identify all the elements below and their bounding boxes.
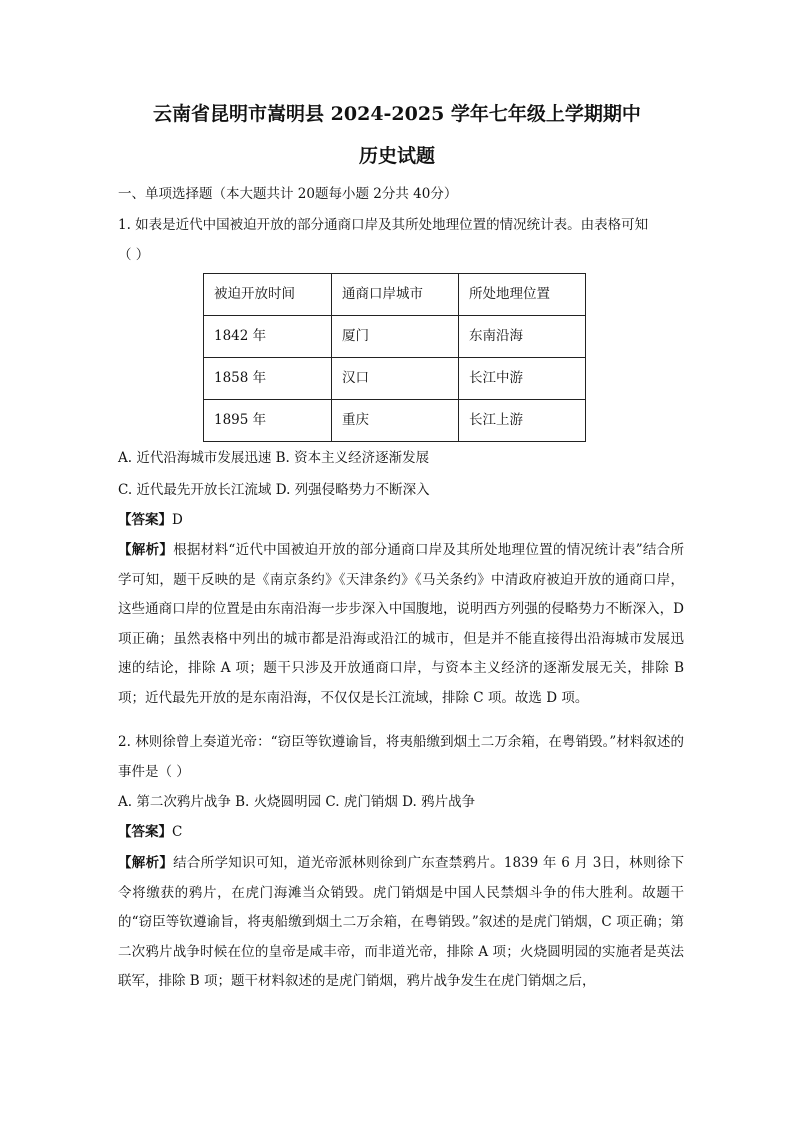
table-row [204, 358, 586, 400]
table-cell: 1858 年 [204, 358, 332, 400]
table-row [204, 400, 586, 442]
table-header-cell: 所处地理位置 [459, 274, 586, 316]
table-header-row [204, 274, 586, 316]
table-cell: 长江上游 [459, 400, 586, 442]
table-cell: 东南沿海 [459, 316, 586, 358]
q1-stem: 1. 如表是近代中国被迫开放的部分通商口岸及其所处地理位置的情况统计表。由表格可知 [118, 217, 649, 233]
answer-label: 【答案】 [118, 512, 172, 528]
q1-table [203, 273, 586, 442]
table-cell: 重庆 [332, 400, 459, 442]
section-header: 一、单项选择题（本大题共计 20题每小题 2分共 40分） [118, 186, 458, 202]
analysis-text: 结合所学知识可知，道光帝派林则徐到广东查禁鸦片。1839 年 6 月 3日，林则徐下令将缴获的鸦片，在虎门海滩当众销毁。虎门销烟是中国人民禁烟斗争的伟大胜利。故题干的“窃臣等钦遵谕旨，将夷船缴到烟土二万余箱，在粤销毁。”叙述的是虎门销烟，C 项正确；第二次鸦片战争时候在位的皇帝是咸丰帝，而非道光帝，排除 A 项；火烧圆明园的实施者是英法联军，排除 B 项；题干材料叙述的是虎门销烟，鸦片战争发生在虎门销烟之后， [118, 855, 685, 989]
q1-options-ab: A. 近代沿海城市发展迅速 B. 资本主义经济逐渐发展 [118, 450, 430, 466]
analysis-text: 根据材料“近代中国被迫开放的部分通商口岸及其所处地理位置的情况统计表”结合所学可知，题干反映的是《南京条约》《天津条约》《马关条约》中清政府被迫开放的通商口岸，这些通商口岸的位置是由东南沿海一步步深入中国腹地，说明西方列强的侵略势力不断深入，D 项正确；虽然表格中列出的城市都是沿海或沿江的城市，但是并不能直接得出沿海城市发展迅速的结论，排除 A 项；题干只涉及开放通商口岸，与资本主义经济的逐渐发展无关，排除 B 项；近代最先开放的是东南沿海，不仅仅是长江流域，排除 C 项。故选 D 项。 [118, 542, 685, 706]
table-header-cell: 被迫开放时间 [204, 274, 332, 316]
q1-analysis [118, 536, 684, 713]
table-cell: 长江中游 [459, 358, 586, 400]
answer-value: D [172, 512, 183, 528]
table-cell: 厦门 [332, 316, 459, 358]
table-header-cell: 通商口岸城市 [332, 274, 459, 316]
table-cell: 1895 年 [204, 400, 332, 442]
answer-label: 【答案】 [118, 824, 172, 840]
q2-answer [118, 826, 182, 840]
analysis-label: 【解析】 [118, 855, 174, 871]
q2-analysis [118, 849, 684, 997]
q1-stem-bracket: （ ） [118, 247, 150, 263]
exam-title: 云南省昆明市嵩明县 2024-2025 学年七年级上学期期中 [153, 103, 641, 125]
table-cell: 1842 年 [204, 316, 332, 358]
q1-options-cd: C. 近代最先开放长江流域 D. 列强侵略势力不断深入 [118, 482, 430, 498]
exam-subject: 历史试题 [358, 145, 435, 167]
q2-options: A. 第二次鸦片战争 B. 火烧圆明园 C. 虎门销烟 D. 鸦片战争 [118, 794, 476, 810]
analysis-label: 【解析】 [118, 542, 174, 558]
q1-answer [118, 514, 183, 528]
table-row [204, 316, 586, 358]
answer-value: C [172, 824, 183, 840]
q2-stem: 2. 林则徐曾上奏道光帝：“窃臣等钦遵谕旨，将夷船缴到烟土二万余箱，在粤销毁。”材料叙述的事件是（ ） [118, 734, 684, 780]
table-cell: 汉口 [332, 358, 459, 400]
